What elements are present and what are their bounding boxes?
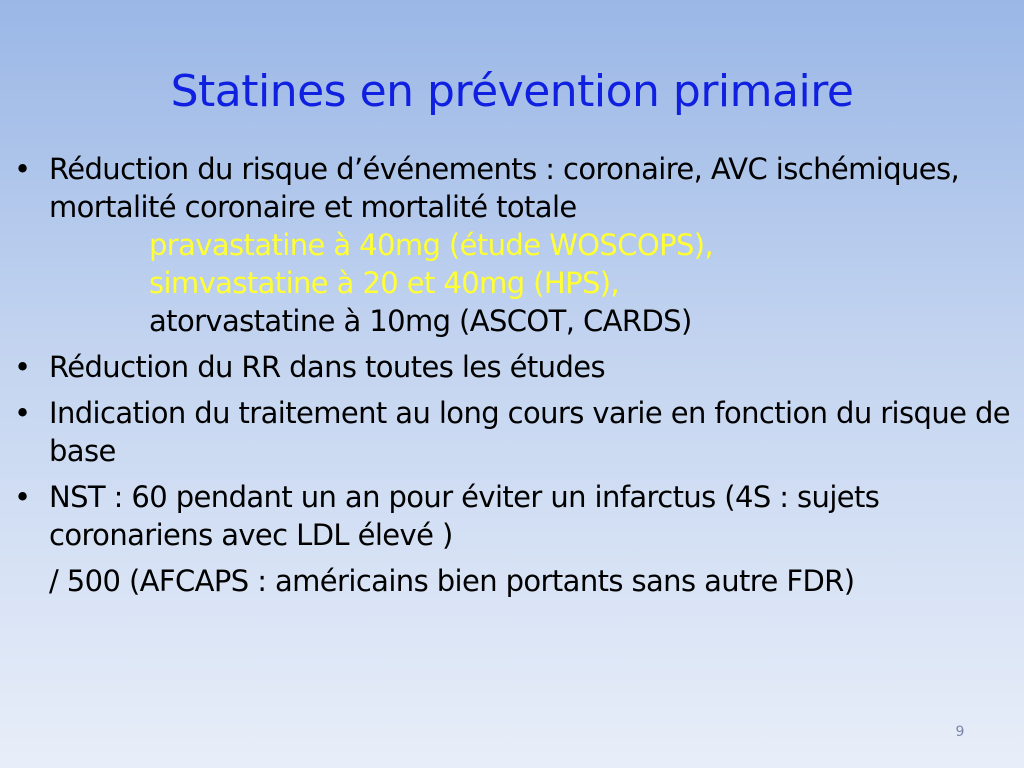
slide-title: Statines en prévention primaire bbox=[170, 66, 854, 117]
bullet-item-rr-reduction bbox=[14, 348, 1014, 386]
sub-item-atorvastatine: atorvastatine à 10mg (ASCOT, CARDS) bbox=[149, 304, 692, 338]
sub-item-simvastatine: simvastatine à 20 et 40mg (HPS), bbox=[149, 266, 620, 300]
bullet-item-nst bbox=[14, 478, 1014, 554]
bullet-icon: • bbox=[14, 396, 31, 430]
bullet-list bbox=[14, 150, 1014, 600]
bullet-text: Indication du traitement au long cours varie en fonction du risque de base bbox=[49, 396, 1011, 468]
bullet-icon: • bbox=[14, 350, 31, 384]
nst-continuation: / 500 (AFCAPS : américains bien portants sans autre FDR) bbox=[49, 564, 855, 598]
sub-item-pravastatine: pravastatine à 40mg (étude WOSCOPS), bbox=[149, 228, 714, 262]
bullet-text: Réduction du RR dans toutes les études bbox=[49, 350, 606, 384]
bullet-text: NST : 60 pendant un an pour éviter un infarctus (4S : sujets coronariens avec LDL élevé ) bbox=[49, 480, 880, 552]
bullet-icon: • bbox=[14, 480, 31, 514]
bullet-icon: • bbox=[14, 152, 31, 186]
bullet-item-indication bbox=[14, 394, 1014, 470]
bullet-text: Réduction du risque d’événements : coronaire, AVC ischémiques, mortalité coronaire et mortalité totale bbox=[49, 152, 960, 224]
bullet-item-risk-reduction bbox=[14, 150, 1014, 340]
page-number: 9 bbox=[955, 724, 965, 740]
